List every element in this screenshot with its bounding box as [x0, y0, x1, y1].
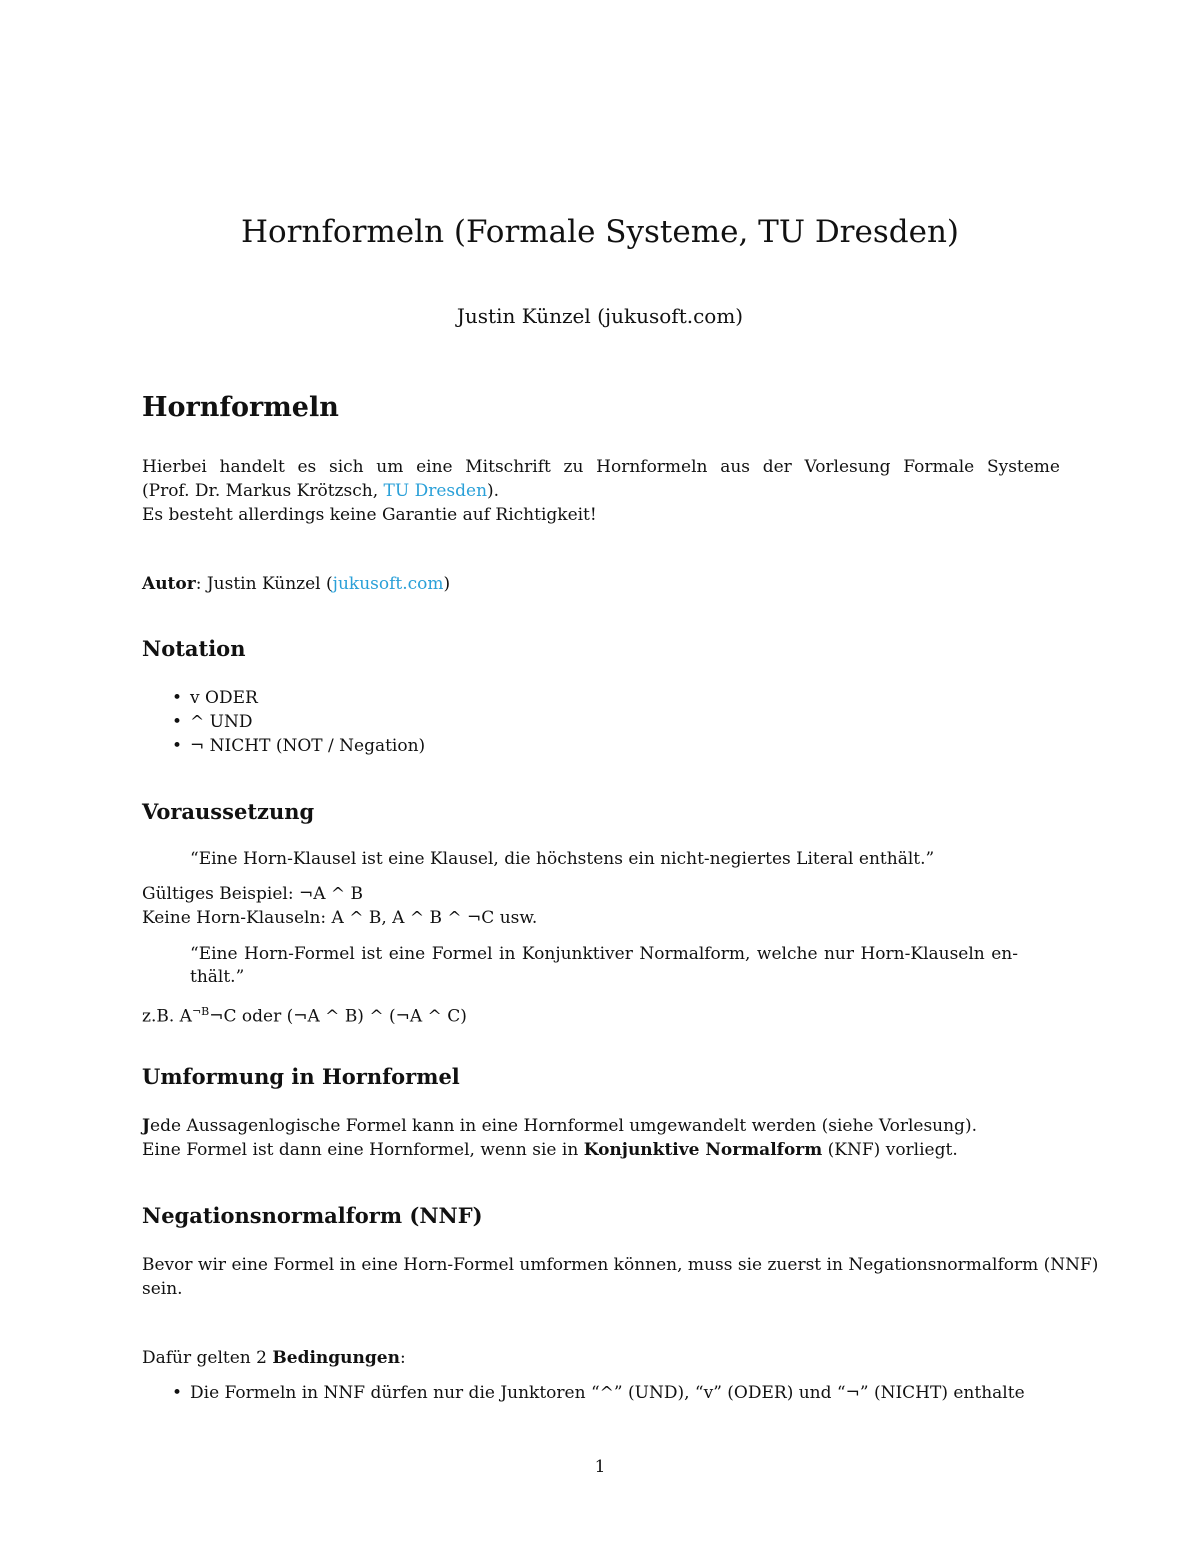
document-title: Hornformeln (Formale Systeme, TU Dresden)	[240, 214, 960, 250]
heading-hornformeln: Hornformeln	[142, 392, 339, 423]
bullet-icon: •	[172, 688, 183, 708]
list-item-text: v ODER	[190, 688, 258, 708]
nnf-list-wrapper	[142, 1381, 1072, 1405]
jukusoft-link[interactable]: jukusoft.com	[332, 574, 444, 594]
bullet-icon: •	[172, 712, 183, 732]
knf-term: Konjunktive Normalform	[583, 1140, 823, 1160]
nnf-conditions	[142, 1347, 406, 1370]
autor-label: Autor	[142, 574, 196, 594]
quote-horn-klausel: “Eine Horn-Klausel ist eine Klausel, die höchstens ein nicht-negiertes Literal enthält.”	[190, 849, 935, 869]
list-item-text: ¬ NICHT (NOT / Negation)	[190, 736, 426, 756]
heading-notation: Notation	[142, 636, 246, 661]
intro-line-1: Hierbei handelt es sich um eine Mitschrift zu Hornformeln aus der Vorlesung Formale Systeme	[142, 457, 1060, 477]
example-zb	[142, 1000, 467, 1029]
heading-voraussetzung: Voraussetzung	[142, 799, 315, 824]
intro-line-3: Es besteht allerdings keine Garantie auf Richtigkeit!	[142, 505, 597, 525]
list-item	[142, 734, 842, 758]
umformung-text-3: (KNF) vorliegt.	[822, 1140, 958, 1160]
notation-list-wrapper	[142, 686, 842, 758]
cond-text: Dafür gelten 2	[142, 1348, 273, 1368]
zb-text-rest: ¬C oder (¬A ^ B) ^ (¬A ^ C)	[209, 1006, 467, 1027]
quote-horn-formel-line-2: thält.”	[190, 967, 245, 987]
umformung-text-2: Eine Formel ist dann eine Hornformel, wenn sie in	[142, 1140, 584, 1160]
list-item	[142, 710, 842, 734]
heading-nnf: Negationsnormalform (NNF)	[142, 1203, 483, 1228]
quote-horn-formel-line-1: “Eine Horn-Formel ist eine Formel in Konjunktiver Normalform, welche nur Horn-Klauseln en-	[190, 944, 1018, 964]
intro-line-2	[142, 480, 499, 503]
page-number: 1	[594, 1457, 606, 1477]
notation-list	[142, 686, 842, 758]
autor-line	[142, 573, 450, 596]
list-item	[142, 686, 842, 710]
umformung-line-2	[142, 1139, 958, 1162]
valid-example: Gültiges Beispiel: ¬A ^ B	[142, 884, 364, 904]
list-item-text: ^ UND	[190, 712, 253, 732]
nnf-list	[142, 1381, 1072, 1405]
cond-colon: :	[399, 1348, 406, 1368]
bullet-icon: •	[172, 1383, 183, 1403]
umformung-initial: J	[142, 1116, 151, 1136]
zb-text: z.B. A	[142, 1006, 192, 1027]
list-item	[142, 1381, 1072, 1405]
bullet-icon: •	[172, 736, 183, 756]
list-item-text: Die Formeln in NNF dürfen nur die Junktoren “^” (UND), “v” (ODER) und “¬” (NICHT) enthalte	[190, 1383, 1025, 1403]
zb-superscript: ¬B	[191, 1005, 210, 1018]
document-author: Justin Künzel (jukusoft.com)	[456, 304, 744, 328]
umformung-line-1	[142, 1115, 977, 1138]
heading-umformung: Umformung in Hornformel	[142, 1064, 460, 1089]
tu-dresden-link[interactable]: TU Dresden	[383, 481, 488, 501]
umformung-text: ede Aussagenlogische Formel kann in eine Hornformel umgewandelt werden (siehe Vorlesung).	[150, 1116, 977, 1136]
cond-bold: Bedingungen	[272, 1348, 400, 1368]
intro-text-end: ).	[487, 481, 500, 501]
autor-text: : Justin Künzel (	[195, 574, 333, 594]
intro-text: (Prof. Dr. Markus Krötzsch,	[142, 481, 384, 501]
invalid-examples: Keine Horn-Klauseln: A ^ B, A ^ B ^ ¬C usw.	[142, 908, 538, 928]
nnf-line-1: Bevor wir eine Formel in eine Horn-Formel umformen können, muss sie zuerst in Negationsnormalform (NNF)	[142, 1255, 1099, 1275]
nnf-line-2: sein.	[142, 1279, 183, 1299]
autor-text-end: )	[443, 574, 451, 594]
